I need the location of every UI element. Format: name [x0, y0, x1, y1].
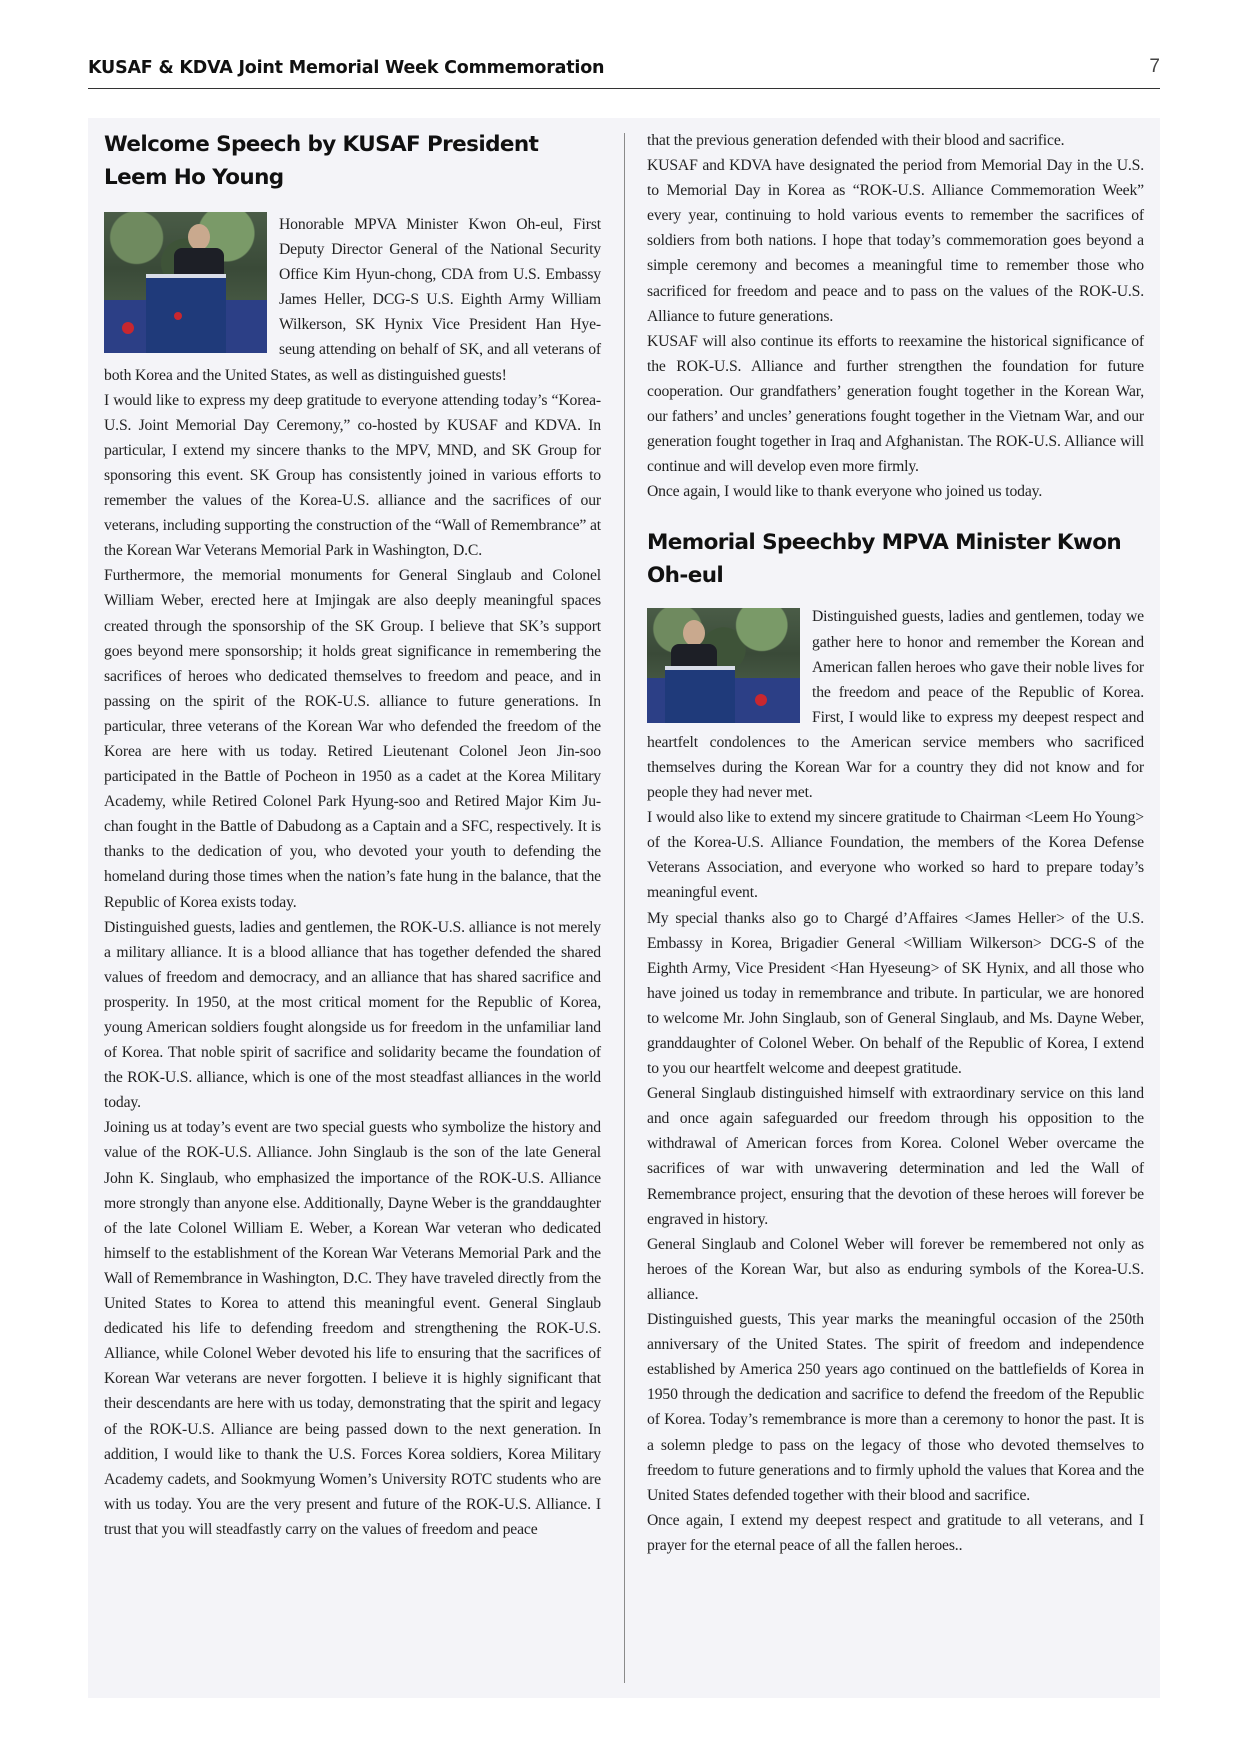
memorial-paragraph-1: Distinguished guests, ladies and gentlemen, today we gather here to honor and remember the Korean and American fallen heroes who gave their noble lives for the freedom and peace of the Republic of Korea. First, I would like to express my deepest respect and heartfelt condolences to the American service members who sacrificed themselves during the Korean War for a country they did not know and for people they had never met. — [647, 608, 1144, 802]
memorial-paragraph-7: Once again, I extend my deepest respect and gratitude to all veterans, and I prayer for the eternal peace of all the fallen heroes.. — [647, 1511, 1144, 1554]
memorial-paragraph-4: General Singlaub distinguished himself with extraordinary service on this land and once again safeguarded our freedom through his opposition to the withdrawal of American forces from Korea. Colonel Weber overcame the sacrifices of war with unwavering determination and led the Wall of Remembrance project, ensuring that the devotion of these heroes will forever be engraved in history. — [647, 1085, 1144, 1228]
memorial-paragraph-6: Distinguished guests, This year marks the meaningful occasion of the 250th anniversary of the United States. The spirit of freedom and independence established by America 250 years ago continued on the battlefields of Korea in 1950 through the dedication and sacrifice to defend the freedom of the Republic of Korea. Today’s remembrance is more than a ceremony to honor the past. It is a solemn pledge to pass on the legacy of those who devoted themselves to freedom to future generations and to firmly uphold the values that Korea and the United States defended together with their blood and sacrifice. — [647, 1311, 1144, 1504]
memorial-paragraph-5: General Singlaub and Colonel Weber will forever be remembered not only as heroes of the Korean War, but also as enduring symbols of the Korea-U.S. alliance. — [647, 1235, 1144, 1303]
welcome-paragraph-5: Joining us at today’s event are two special guests who symbolize the history and value of the ROK-U.S. Alliance. John Singlaub is the son of the late General John K. Singlaub, who emphasized the importance of the ROK-U.S. Alliance more strongly than anyone else. Additionally, Dayne Weber is the granddaughter of the late Colonel William E. Weber, a Korean War veteran who dedicated himself to the establishment of the Korean War Veterans Memorial Park and the Wall of Remembrance in Washington, D.C. They have traveled directly from the United States to Korea to attend this meaningful event. General Singlaub dedicated his life to defending freedom and strengthening the ROK-U.S. Alliance, while Colonel Weber devoted his life to ensuring that the sacrifices of Korean War veterans are never forgotten. I believe it is highly significant that their descendants are here with us today, demonstrating that the spirit and legacy of the ROK-U.S. Alliance are being passed down to the next generation. In addition, I would like to thank the U.S. Forces Korea soldiers, Korea Military Academy cadets, and Sookmyung Women’s University ROTC students who are with us today. You are the very present and future of the ROK-U.S. Alliance. I trust that you will steadfastly carry on the values of freedom and peace — [104, 1119, 601, 1538]
memorial-paragraph-2: I would also like to extend my sincere gratitude to Chairman <Leem Ho Young> of the Korea-U.S. Alliance Foundation, the members of the Korea Defense Veterans Association, and everyone who worked so hard to prepare today’s meaningful event. — [647, 809, 1144, 902]
welcome-continuation-2: KUSAF and KDVA have designated the period from Memorial Day in the U.S. to Memorial Day in Korea as “ROK-U.S. Alliance Commemoration Week” every year, continuing to hold various events to remember the sacrifices of soldiers from both nations. I hope that today’s commemoration goes beyond a simple ceremony and becomes a meaningful time to remember those who sacrificed for freedom and peace and to pass on the values of the ROK-U.S. Alliance to future generations. — [647, 157, 1144, 325]
welcome-paragraph-3: Furthermore, the memorial monuments for General Singlaub and Colonel William Weber, erected here at Imjingak are also deeply meaningful spaces created through the sponsorship of the SK Group. I believe that SK’s support goes beyond mere sponsorship; it holds great significance in remembering the sacrifices of heroes who dedicated themselves to freedom and peace, and in passing on the spirit of the ROK-U.S. alliance to future generations. In particular, three veterans of the Korean War who defended the freedom of the Korea are here with us today. Retired Lieutenant Colonel Jeon Jin-soo participated in the Battle of Pocheon in 1950 as a cadet at the Korea Military Academy, while Retired Colonel Park Hyung-soo and Retired Major Kim Ju-chan fought in the Battle of Dabudong as a Captain and a SFC, respectively. It is thanks to the dedication of you, who devoted your youth to defending the homeland during those times when the nation’s fate hung in the balance, that the Republic of Korea exists today. — [104, 567, 601, 911]
welcome-speech-heading — [104, 128, 601, 194]
header-title: KUSAF & KDVA Joint Memorial Week Commemoration — [88, 58, 605, 78]
welcome-continuation-4: Once again, I would like to thank everyone who joined us today. — [647, 483, 1043, 501]
speaker-at-podium-photo — [104, 212, 267, 353]
welcome-continuation-3: KUSAF will also continue its efforts to reexamine the historical significance of the ROK-U.S. Alliance and further strengthen the foundation for future cooperation. Our grandfathers’ generation fought together in the Korean War, our fathers’ and uncles’ generations fought together in the Vietnam War, and our generation fought together in Iraq and Afghanistan. The ROK-U.S. Alliance will continue and will develop even more firmly. — [647, 332, 1144, 476]
page-header — [88, 54, 1160, 89]
welcome-continuation-1: that the previous generation defended with their blood and sacrifice. — [647, 132, 1065, 149]
welcome-paragraph-4: Distinguished guests, ladies and gentlemen, the ROK-U.S. alliance is not merely a military alliance. It is a blood alliance that has together defended the shared values of freedom and democracy, and an alliance that has shared sacrifice and prosperity. In 1950, at the most critical moment for the Republic of Korea, young American soldiers fought alongside us for freedom in the unfamiliar land of Korea. That noble spirit of sacrifice and solidarity became the foundation of the ROK-U.S. alliance, which is one of the most steadfast alliances in the world today. — [104, 918, 601, 1112]
minister-at-podium-photo — [647, 608, 800, 723]
welcome-speech-column — [104, 128, 601, 1542]
page-number: 7 — [1149, 56, 1160, 77]
column-divider — [624, 133, 625, 1683]
memorial-paragraph-3: My special thanks also go to Chargé d’Affaires <James Heller> of the U.S. Embassy in Korea, Brigadier General <William Wilkerson> DCG-S of the Eighth Army, Vice President <Han Hyeseung> of SK Hynix, and all those who have joined us today in remembrance and tribute. In particular, we are honored to welcome Mr. John Singlaub, son of General Singlaub, and Ms. Dayne Weber, granddaughter of Colonel Weber. On behalf of the Republic of Korea, I extend to you our heartfelt welcome and deepest gratitude. — [647, 909, 1144, 1078]
right-column — [647, 128, 1144, 1558]
welcome-paragraph-1: Honorable MPVA Minister Kwon Oh-eul, First Deputy Director General of the National Security Office Kim Hyun-chong, CDA from U.S. Embassy James Heller, DCG-S U.S. Eighth Army William Wilkerson, SK Hynix Vice President Han Hye-seung attending on behalf of SK, and all veterans of both Korea and the United States, as well as distinguished guests! — [104, 216, 601, 384]
welcome-paragraph-2: I would like to express my deep gratitude to everyone attending today’s “Korea-U.S. Joint Memorial Day Ceremony,” co-hosted by KUSAF and KDVA. In particular, I extend my sincere thanks to the MPV, MND, and SK Group for sponsoring this event. SK Group has consistently joined in various efforts to remember the values of the Korea-U.S. alliance and the sacrifices of our veterans, including supporting the construction of the “Wall of Remembrance” at the Korean War Veterans Memorial Park in Washington, D.C. — [104, 391, 602, 560]
memorial-speech-heading: Memorial Speechby MPVA Minister Kwon Oh-eul — [647, 530, 1122, 589]
welcome-heading-line2: Leem Ho Young — [104, 165, 284, 190]
welcome-heading-line1: Welcome Speech by KUSAF President — [104, 132, 539, 157]
